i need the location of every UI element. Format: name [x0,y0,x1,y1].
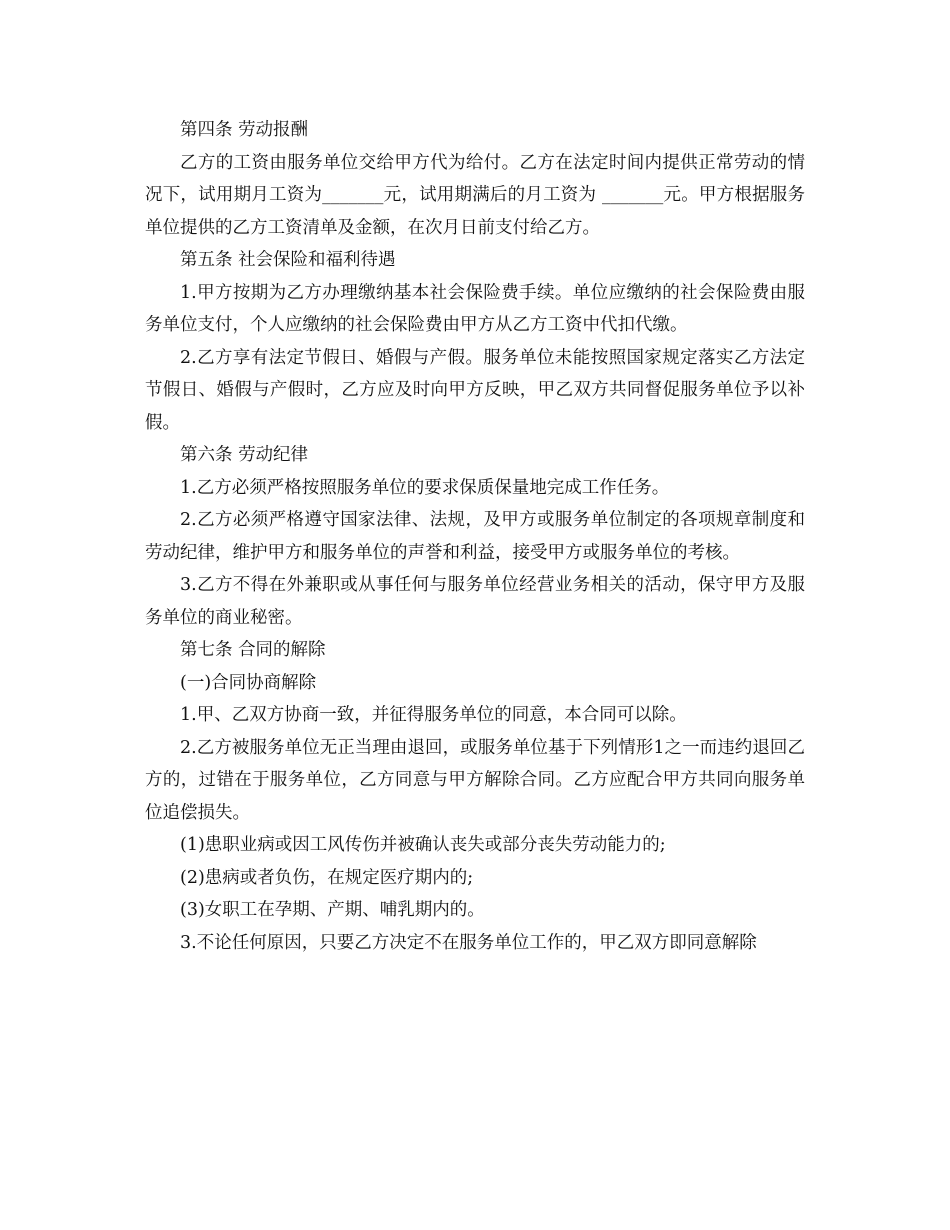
article-7-subheading-1: (一)合同协商解除 [180,672,317,693]
article-5-item-1: 1.甲方按期为乙方办理缴纳基本社会保险费手续。单位应缴纳的社会保险费由服务单位支付，个人应缴纳的社会保险费由甲方从乙方工资中代扣代缴。 [145,282,805,335]
article-5-item-2: 2.乙方享有法定节假日、婚假与产假。服务单位未能按照国家规定落实乙方法定节假日、婚假与产假时，乙方应及时向甲方反映，甲乙双方共同督促服务单位予以补假。 [145,347,805,433]
article-4-paragraph: 乙方的工资由服务单位交给甲方代为给付。乙方在法定时间内提供正常劳动的情况下，试用期月工资为_______元，试用期满后的月工资为 _______元。甲方根据服务单位提供的乙方工资清单及金额，在次月日前支付给乙方。 [145,152,805,238]
article-7-item-2-case-2: (2)患病或者负伤，在规定医疗期内的; [180,867,474,888]
article-6-item-2: 2.乙方必须严格遵守国家法律、法规，及甲方或服务单位制定的各项规章制度和劳动纪律，维护甲方和服务单位的声誉和利益，接受甲方或服务单位的考核。 [145,510,805,563]
article-6-item-1: 1.乙方必须严格按照服务单位的要求保质保量地完成工作任务。 [180,477,670,498]
article-7-item-2-case-1: (1)患职业病或因工风传伤并被确认丧失或部分丧失劳动能力的; [180,835,666,855]
article-7-heading: 第七条 合同的解除 [180,640,326,660]
document-body [145,114,805,959]
article-4-heading: 第四条 劳动报酬 [180,120,309,140]
article-6-heading: 第六条 劳动纪律 [180,445,309,465]
article-7-item-2: 2.乙方被服务单位无正当理由退回，或服务单位基于下列情形1之一而违约退回乙方的，过错在于服务单位，乙方同意与甲方解除合同。乙方应配合甲方共同向服务单位追偿损失。 [145,737,805,823]
article-7-item-3: 3.不论任何原因，只要乙方决定不在服务单位工作的，甲乙双方即同意解除 [180,932,757,953]
article-6-item-3: 3.乙方不得在外兼职或从事任何与服务单位经营业务相关的活动，保守甲方及服务单位的商业秘密。 [145,575,805,628]
article-5-heading: 第五条 社会保险和福利待遇 [180,250,396,270]
article-7-item-2-case-3: (3)女职工在孕期、产期、哺乳期内的。 [180,900,485,920]
article-7-item-1: 1.甲、乙双方协商一致，并征得服务单位的同意，本合同可以除。 [180,705,687,725]
